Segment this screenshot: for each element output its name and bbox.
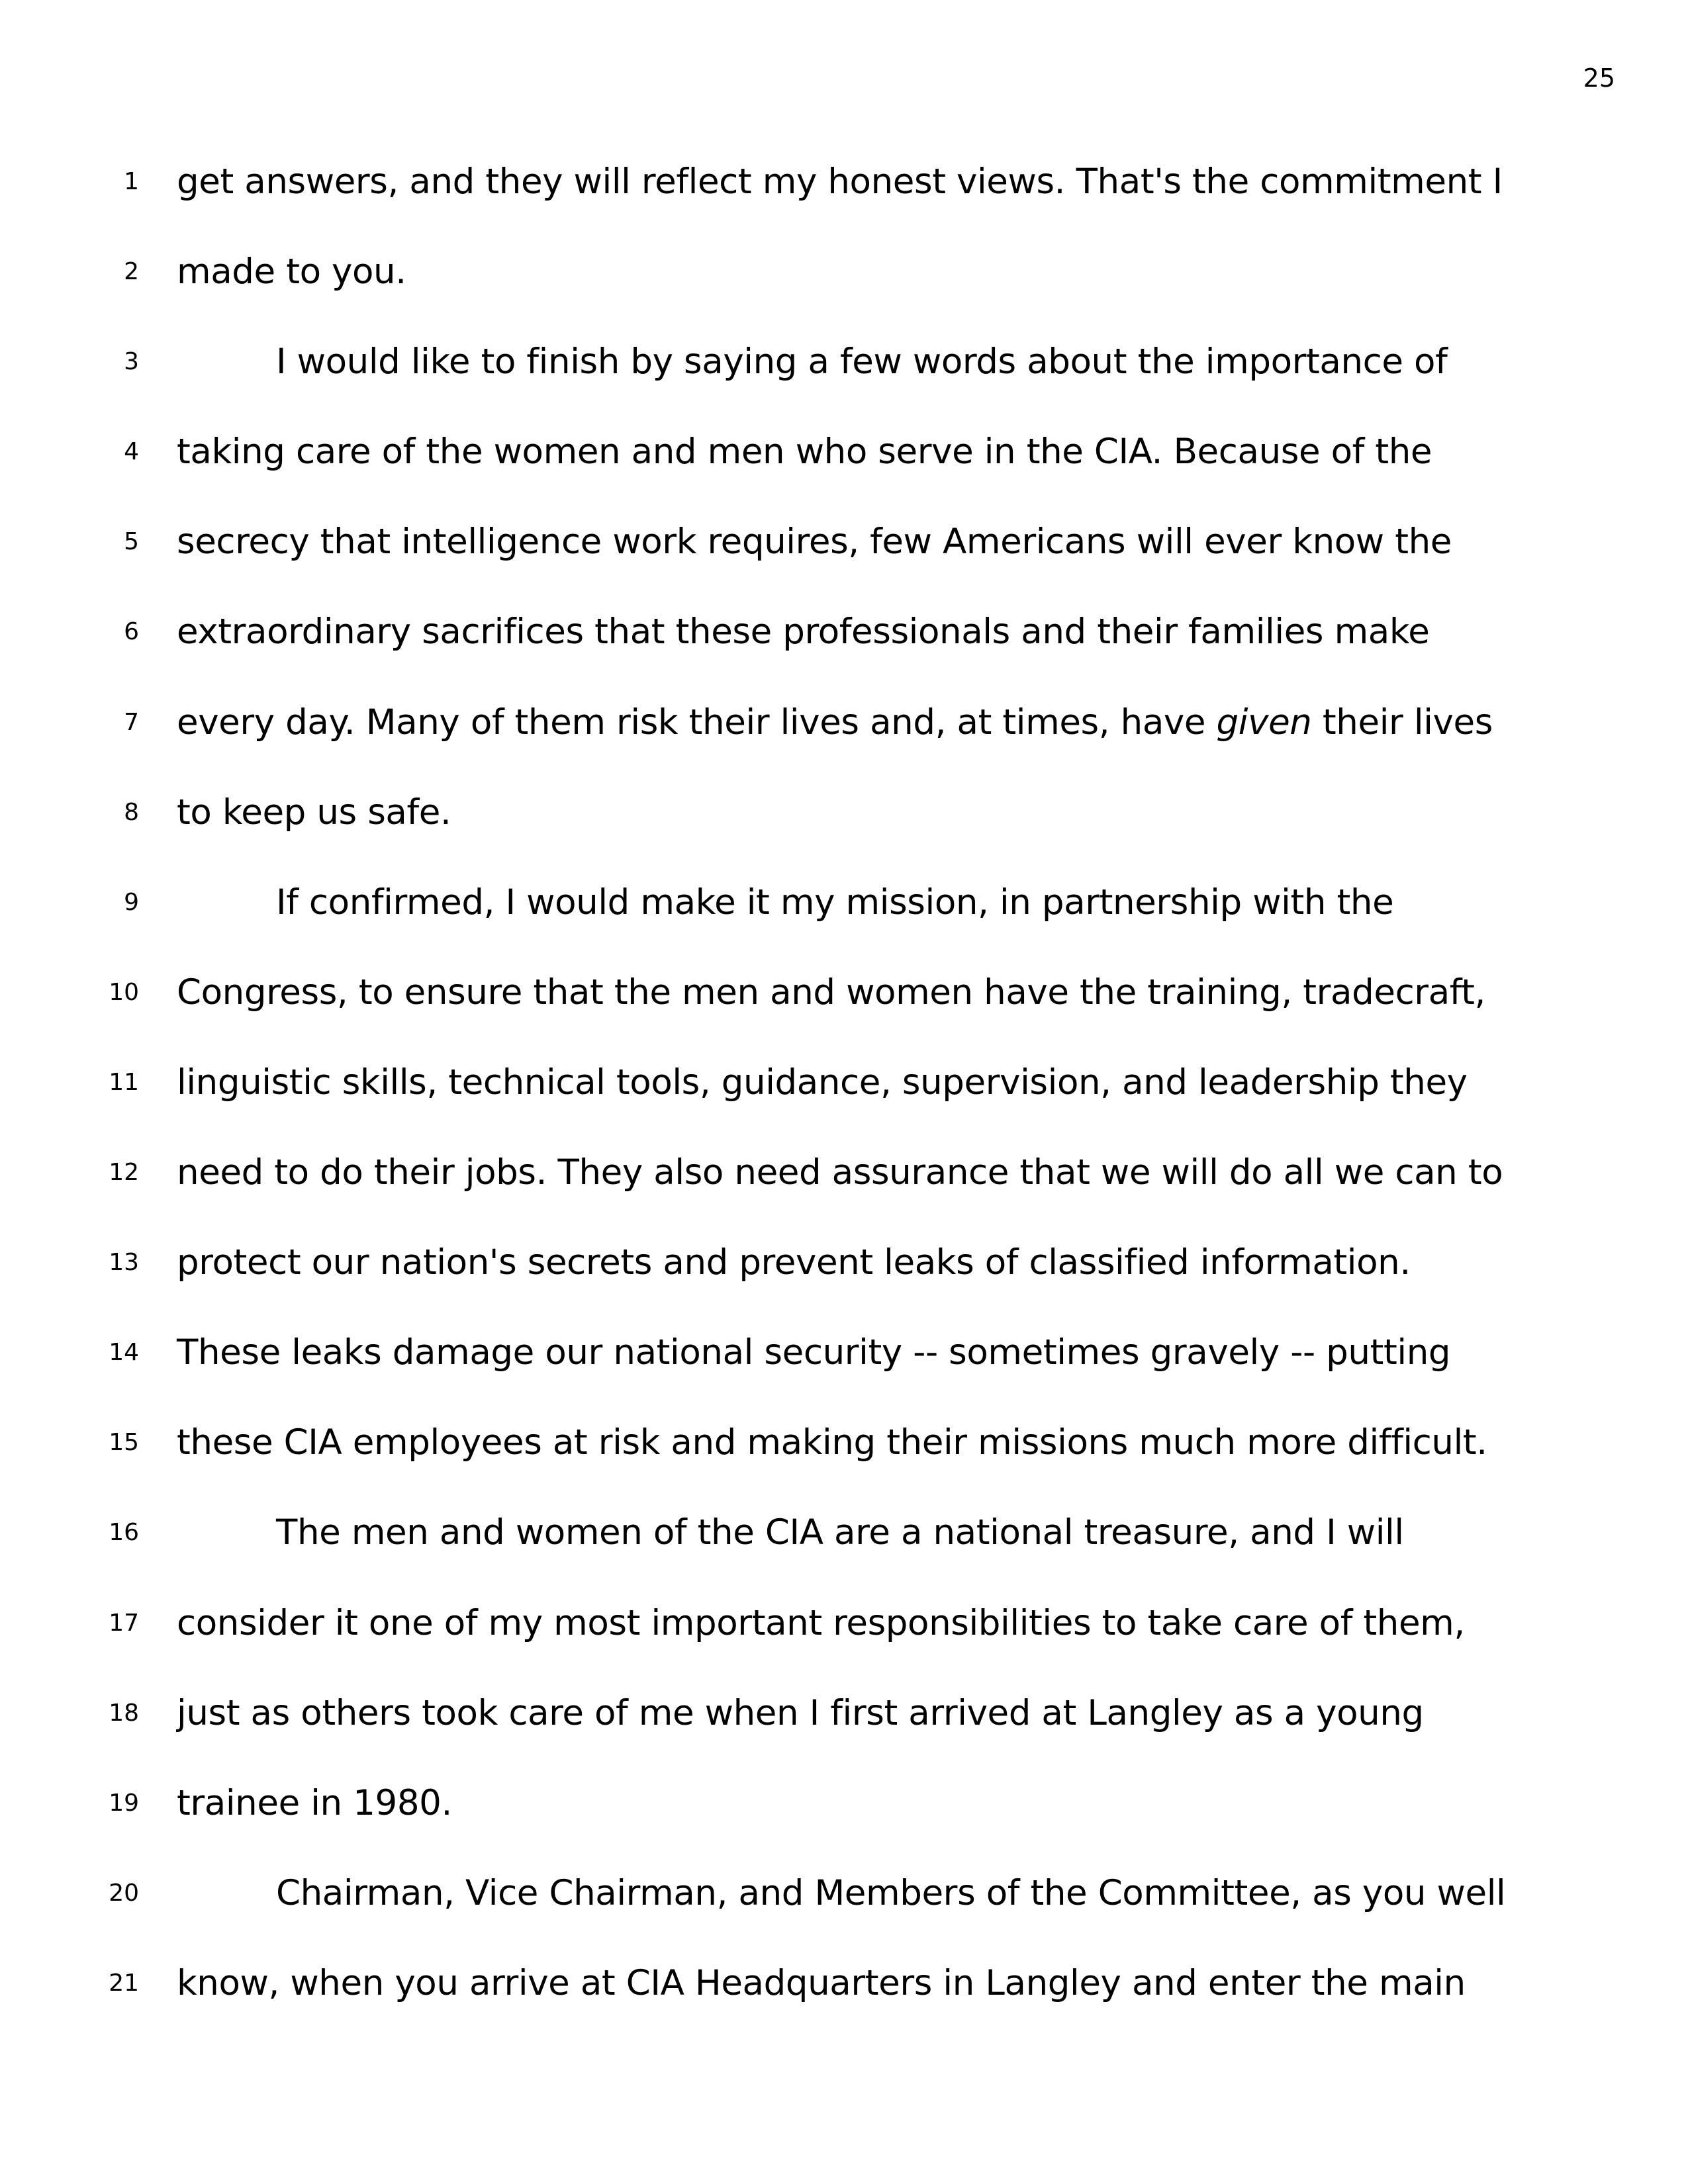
- line-text: extraordinary sacrifices that these professionals and their families make: [177, 612, 1430, 653]
- line-number: 7: [124, 708, 139, 736]
- line-19: [0, 1758, 1688, 1848]
- line-text: [177, 678, 1493, 768]
- line-text: Chairman, Vice Chairman, and Members of the Committee, as you well: [276, 1872, 1506, 1913]
- line-21: [0, 1938, 1688, 2028]
- line-text: made to you.: [177, 251, 406, 293]
- line-text: Congress, to ensure that the men and women have the training, tradecraft,: [177, 972, 1485, 1013]
- line-number: 11: [109, 1068, 139, 1096]
- line-number: 18: [109, 1699, 139, 1727]
- line-4: [0, 407, 1688, 497]
- line-number: 13: [109, 1249, 139, 1277]
- line-number: 3: [124, 348, 139, 376]
- line-number: 10: [109, 978, 139, 1006]
- line-text: these CIA employees at risk and making their missions much more difficult.: [177, 1422, 1487, 1463]
- line-2: [0, 227, 1688, 317]
- line-16: [0, 1488, 1688, 1578]
- line-text: linguistic skills, technical tools, guidance, supervision, and leadership they: [177, 1062, 1468, 1103]
- line-18: [0, 1668, 1688, 1758]
- line-7: [0, 678, 1688, 768]
- line-15: [0, 1398, 1688, 1488]
- line-text: I would like to finish by saying a few words about the importance of: [276, 341, 1448, 383]
- line-number: 14: [109, 1339, 139, 1367]
- line-number: 9: [124, 888, 139, 916]
- line-text: know, when you arrive at CIA Headquarters in Langley and enter the main: [177, 1962, 1466, 2003]
- line-14: [0, 1308, 1688, 1398]
- line-text: protect our nation's secrets and prevent leaks of classified information.: [177, 1242, 1411, 1283]
- page-number: 25: [1583, 64, 1615, 93]
- line-number: 16: [109, 1519, 139, 1547]
- line-text: to keep us safe.: [177, 792, 451, 833]
- line-10: [0, 948, 1688, 1038]
- line-number: 19: [109, 1789, 139, 1817]
- line-text: trainee in 1980.: [177, 1782, 452, 1823]
- line-number: 12: [109, 1159, 139, 1187]
- line-3: [0, 317, 1688, 407]
- line-8: [0, 768, 1688, 858]
- line-text: taking care of the women and men who serve in the CIA. Because of the: [177, 432, 1432, 473]
- line-text: If confirmed, I would make it my mission, in partnership with the: [276, 882, 1394, 923]
- line-5: [0, 497, 1688, 587]
- line-text: need to do their jobs. They also need assurance that we will do all we can to: [177, 1152, 1503, 1193]
- line-13: [0, 1218, 1688, 1308]
- line-number: 2: [124, 258, 139, 286]
- line-number: 15: [109, 1429, 139, 1457]
- line-text: consider it one of my most important responsibilities to take care of them,: [177, 1602, 1465, 1643]
- line-text: just as others took care of me when I first arrived at Langley as a young: [177, 1692, 1424, 1733]
- line-number: 17: [109, 1609, 139, 1637]
- line-text: secrecy that intelligence work requires, few Americans will ever know the: [177, 522, 1452, 563]
- line-number: 4: [124, 438, 139, 466]
- line-number: 8: [124, 798, 139, 826]
- line-text: The men and women of the CIA are a national treasure, and I will: [276, 1512, 1404, 1553]
- line-17: [0, 1578, 1688, 1668]
- line-text: get answers, and they will reflect my honest views. That's the commitment I: [177, 161, 1503, 202]
- emphasized-word: given: [1216, 702, 1312, 743]
- line-20: [0, 1848, 1688, 1938]
- line-text-pre: every day. Many of them risk their lives and, at times, have: [177, 702, 1217, 743]
- line-number: 20: [109, 1879, 139, 1907]
- line-text: These leaks damage our national security -- sometimes gravely -- putting: [177, 1332, 1451, 1373]
- line-6: [0, 587, 1688, 677]
- line-number: 5: [124, 528, 139, 556]
- line-1: [0, 137, 1688, 227]
- line-11: [0, 1038, 1688, 1128]
- line-number: 1: [124, 168, 139, 195]
- line-number: 21: [109, 1969, 139, 1997]
- line-number: 6: [124, 618, 139, 646]
- line-12: [0, 1128, 1688, 1218]
- line-9: [0, 858, 1688, 948]
- line-text-post: their lives: [1311, 702, 1493, 743]
- transcript-body: [0, 137, 1688, 2028]
